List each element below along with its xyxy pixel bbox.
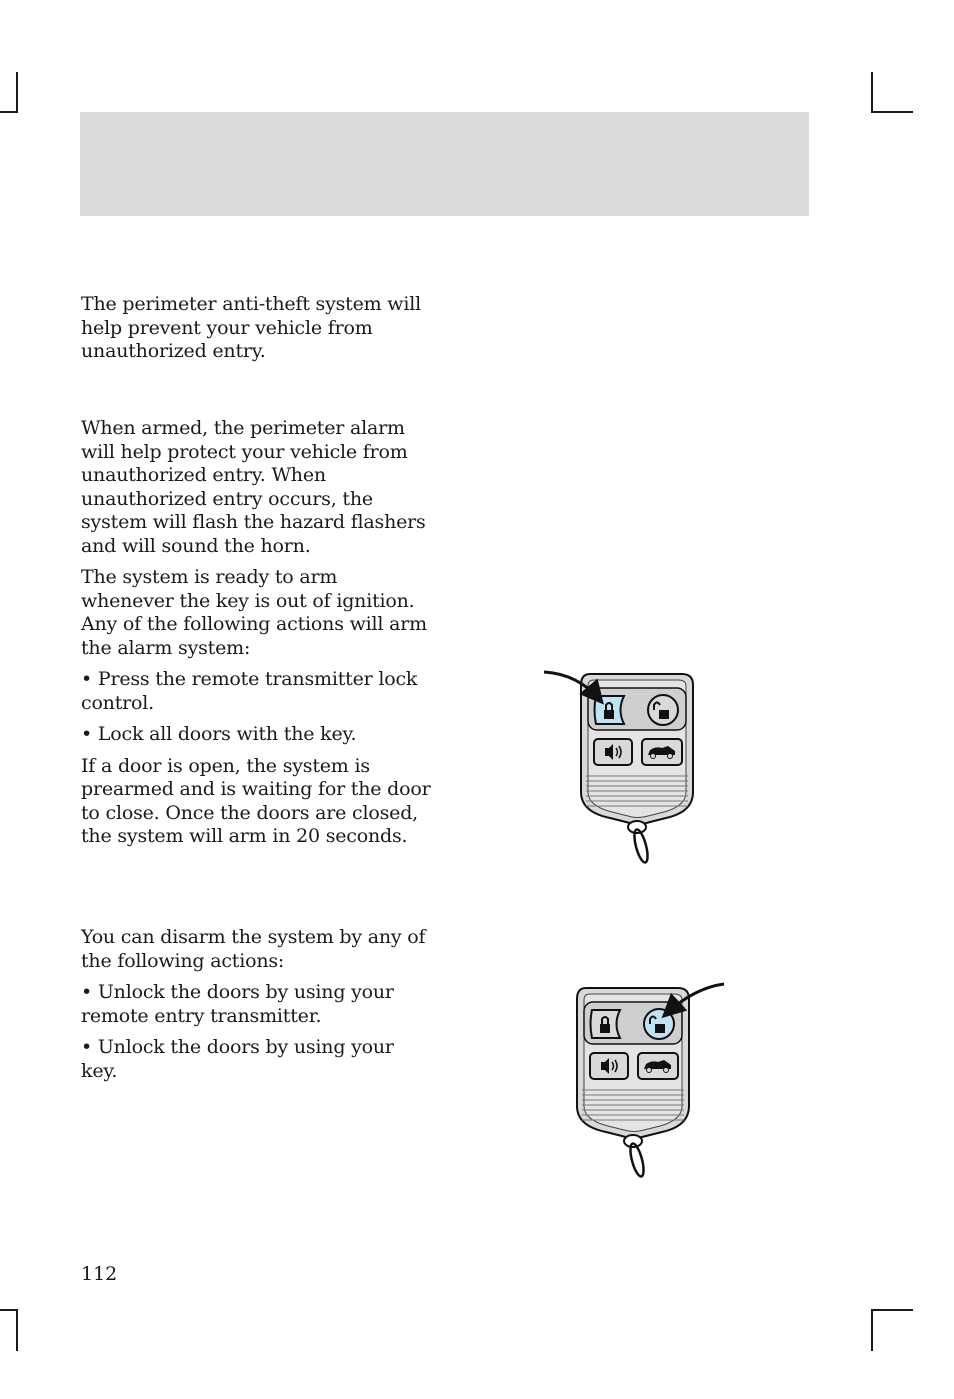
crop-mark-bottom-left-h: [0, 1309, 18, 1311]
panic-icon: [594, 739, 632, 765]
panic-icon: [590, 1053, 628, 1079]
arming-paragraph-3: If a door is open, the system is prearmed and is waiting for the door to close. Once the doors are closed, the system will arm in 20 seconds.: [81, 754, 431, 847]
intro-paragraph: The perimeter anti-theft system will help prevent your vehicle from unauthorized entry.: [81, 293, 422, 362]
crop-mark-bottom-right-v: [871, 1309, 873, 1351]
arming-paragraph-1: When armed, the perimeter alarm will help protect your vehicle from unauthorized entry. When unauthorized entry occurs, the system will flash the hazard flashers and will sound the horn.: [81, 417, 426, 557]
crop-mark-top-right-v: [871, 72, 873, 112]
remote-fob-lock-illustration: [538, 664, 708, 869]
key-ring: [628, 821, 650, 864]
fob-grip-lines: [586, 776, 688, 806]
header-band: [80, 112, 809, 216]
trunk-icon: [638, 1053, 678, 1079]
fob-grip-lines: [582, 1090, 684, 1120]
arming-section: [81, 417, 433, 857]
crop-mark-bottom-right-h: [871, 1309, 913, 1311]
crop-mark-top-left-h: [0, 111, 18, 113]
arming-paragraph-2: The system is ready to arm whenever the key is out of ignition. Any of the following actions will arm the alarm system:: [81, 566, 427, 659]
crop-mark-bottom-left-v: [16, 1309, 18, 1351]
unlock-icon: [644, 1009, 674, 1039]
page-number: 112: [81, 1263, 118, 1285]
lock-icon: [591, 1010, 621, 1038]
crop-mark-top-right-h: [871, 111, 913, 113]
unlock-icon: [648, 695, 678, 725]
crop-mark-top-left-v: [16, 72, 18, 112]
remote-fob-unlock-illustration: [534, 978, 730, 1183]
intro-section: [81, 293, 433, 372]
key-ring: [624, 1135, 646, 1178]
disarming-bullet-2: • Unlock the doors by using your key.: [81, 1036, 433, 1083]
disarming-bullet-1: • Unlock the doors by using your remote entry transmitter.: [81, 981, 433, 1028]
disarming-paragraph-1: You can disarm the system by any of the following actions:: [81, 926, 426, 972]
trunk-icon: [642, 739, 682, 765]
arming-bullet-2: • Lock all doors with the key.: [81, 723, 433, 747]
arming-bullet-1: • Press the remote transmitter lock control.: [81, 668, 433, 715]
disarming-section: [81, 926, 433, 1091]
